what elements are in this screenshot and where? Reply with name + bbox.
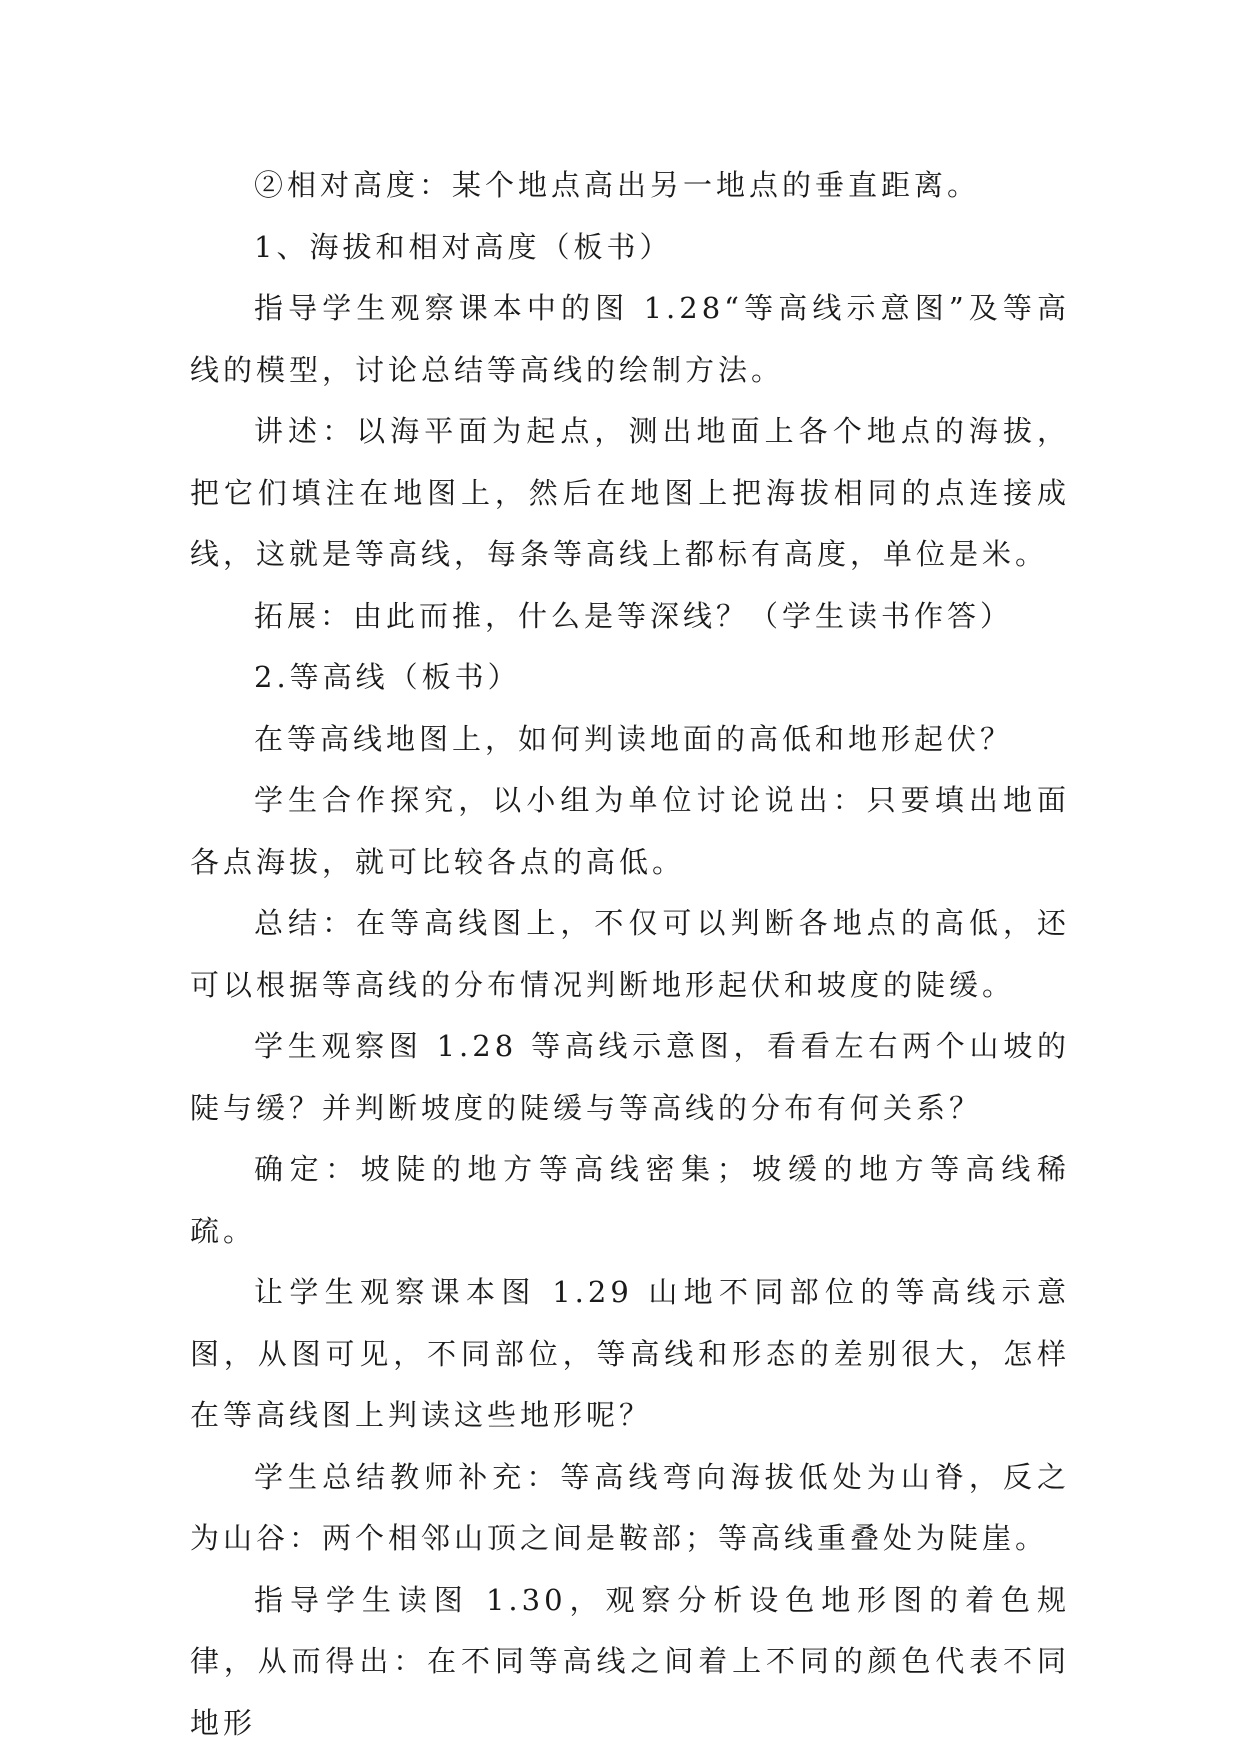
paragraph-observe-slopes: 学生观察图 1.28 等高线示意图，看看左右两个山坡的陡与缓？并判断坡度的陡缓与等高线的分布有何关系？ (190, 1029, 1070, 1125)
paragraph-extension: 拓展：由此而推，什么是等深线？（学生读书作答） (254, 598, 1014, 633)
paragraph-teacher-supplement: 学生总结教师补充：等高线弯向海拔低处为山脊，反之为山谷：两个相邻山顶之间是鞍部；等高线重叠处为陡崖。 (190, 1459, 1070, 1555)
paragraph-conclusion: 确定：坡陡的地方等高线密集；坡缓的地方等高线稀疏。 (190, 1152, 1070, 1248)
paragraph-heading-contour: 2.等高线（板书） (254, 660, 521, 694)
paragraph-coloring-rule: 指导学生读图 1.30，观察分析设色地形图的着色规律，从而得出：在不同等高线之间着上不同的颜色代表不同地形 (190, 1582, 1070, 1740)
paragraph-heading-altitude: 1、海拔和相对高度（板书） (254, 229, 673, 264)
paragraph-group-inquiry: 学生合作探究，以小组为单位讨论说出：只要填出地面各点海拔，就可比较各点的高低。 (190, 783, 1070, 879)
paragraph-summary: 总结：在等高线图上，不仅可以判断各地点的高低，还可以根据等高线的分布情况判断地形起伏和坡度的陡缓。 (190, 906, 1070, 1002)
paragraph-observe-terrain: 让学生观察课本图 1.29 山地不同部位的等高线示意图，从图可见，不同部位，等高线和形态的差别很大，怎样在等高线图上判读这些地形呢？ (190, 1275, 1070, 1432)
paragraph-question: 在等高线地图上，如何判读地面的高低和地形起伏？ (254, 721, 1014, 756)
paragraph-narration: 讲述：以海平面为起点，测出地面上各个地点的海拔，把它们填注在地图上，然后在地图上把海拔相同的点连接成线，这就是等高线，每条等高线上都标有高度，单位是米。 (190, 414, 1070, 571)
paragraph-guide-observe-figure: 指导学生观察课本中的图 1.28“等高线示意图”及等高线的模型，讨论总结等高线的绘制方法。 (190, 291, 1070, 387)
body-text (190, 155, 1070, 1754)
paragraph-relative-height-definition: ②相对高度：某个地点高出另一地点的垂直距离。 (254, 168, 981, 202)
